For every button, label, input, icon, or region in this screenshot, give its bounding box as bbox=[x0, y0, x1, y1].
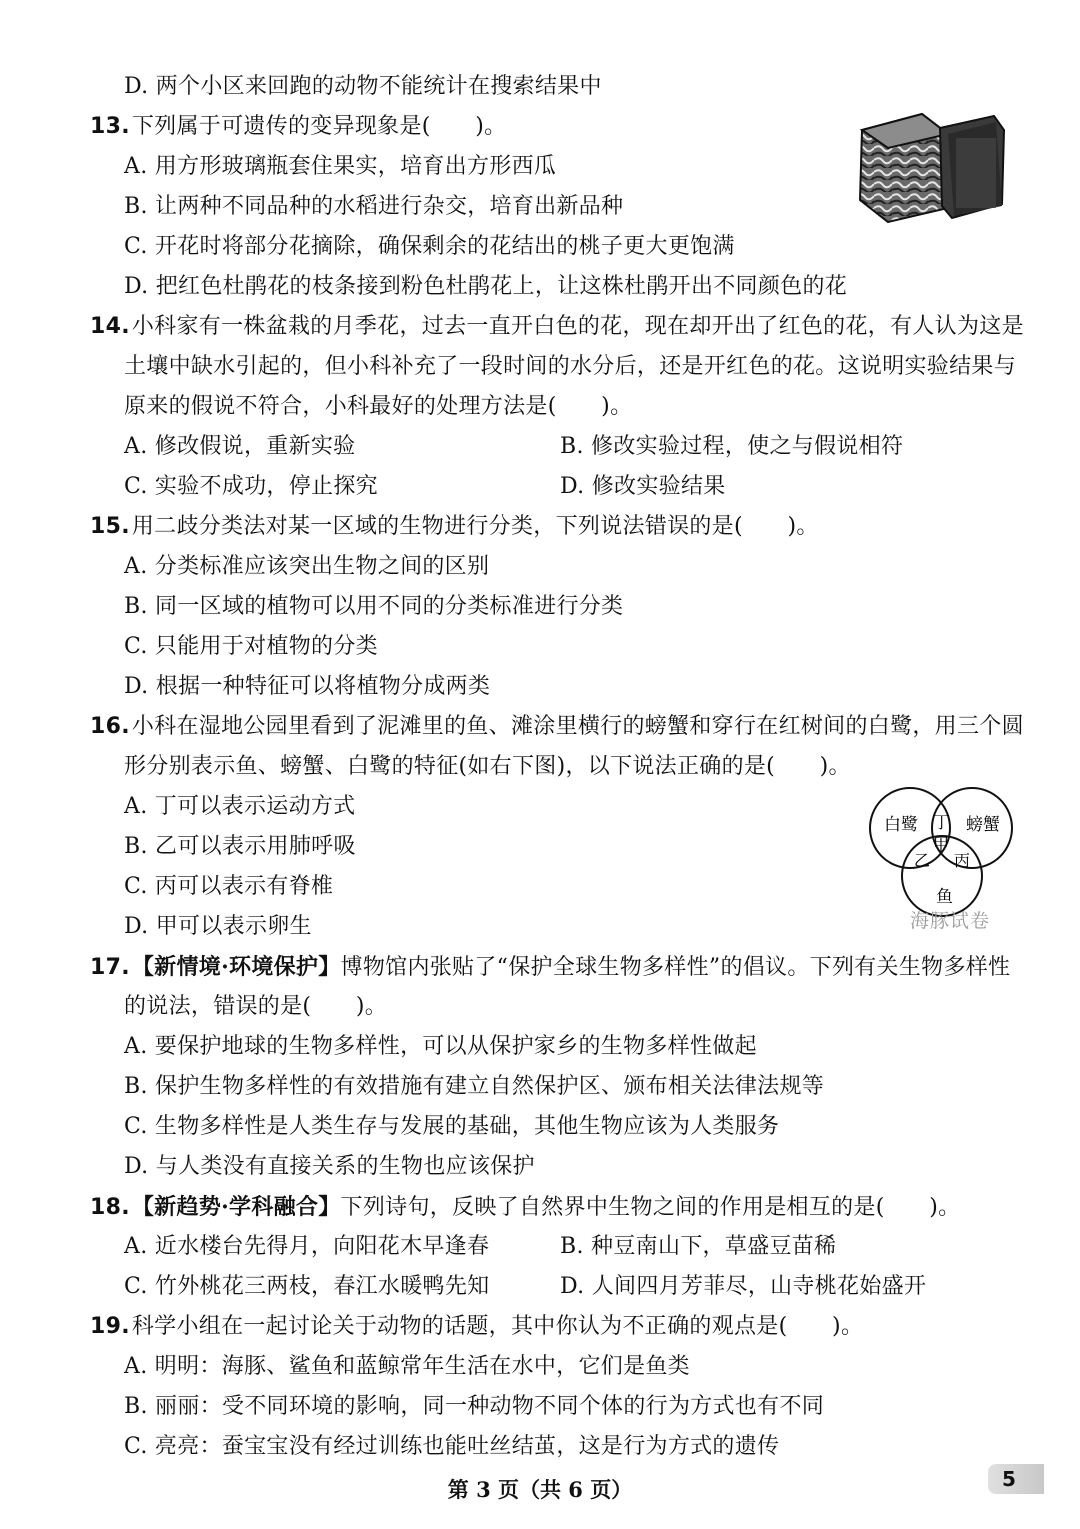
q15-option-b: B. 同一区域的植物可以用不同的分类标准进行分类 bbox=[124, 594, 624, 619]
venn-region-bing: 丙 bbox=[954, 851, 971, 870]
q17-option-a: A. 要保护地球的生物多样性，可以从保护家乡的生物多样性做起 bbox=[124, 1034, 757, 1059]
q18-tag: 【新趋势·学科融合】 bbox=[131, 1194, 341, 1220]
q19-option-c: C. 亮亮：蚕宝宝没有经过训练也能吐丝结茧，这是行为方式的遗传 bbox=[124, 1434, 780, 1459]
q17-stem-line2: 的说法，错误的是( )。 bbox=[124, 994, 388, 1019]
q16-stem-line2: 形分别表示鱼、螃蟹、白鹭的特征(如右下图)，以下说法正确的是( )。 bbox=[124, 754, 851, 779]
watermark-text: 海豚试卷 bbox=[910, 910, 991, 932]
q19-number: 19. bbox=[90, 1314, 130, 1339]
q18-option-c: C. 竹外桃花三两枝，春江水暖鸭先知 bbox=[124, 1274, 490, 1299]
q16-option-a: A. 丁可以表示运动方式 bbox=[124, 794, 356, 819]
q16-stem-text1: 小科在湿地公园里看到了泥滩里的鱼、滩涂里横行的螃蟹和穿行在红树间的白鹭，用三个圆 bbox=[131, 714, 1024, 739]
q14-stem-line3: 原来的假说不符合，小科最好的处理方法是( )。 bbox=[124, 394, 633, 419]
q14-stem-line1 bbox=[90, 312, 1024, 342]
q14-option-d: D. 修改实验结果 bbox=[560, 474, 726, 499]
venn-label-fish: 鱼 bbox=[936, 887, 953, 907]
q19-stem-text: 科学小组在一起讨论关于动物的话题，其中你认为不正确的观点是( )。 bbox=[131, 1314, 864, 1339]
venn-region-yi: 乙 bbox=[914, 851, 931, 870]
q18-option-b: B. 种豆南山下，草盛豆苗稀 bbox=[560, 1234, 837, 1259]
q13-stem bbox=[90, 112, 506, 142]
q17-number: 17. bbox=[90, 955, 130, 980]
q19-option-b: B. 丽丽：受不同环境的影响，同一种动物不同个体的行为方式也有不同 bbox=[124, 1394, 825, 1419]
venn-region-ding: 丁 bbox=[933, 813, 950, 833]
page-footer: 第 3 页（共 6 页） bbox=[447, 1477, 633, 1502]
q19-stem bbox=[90, 1312, 863, 1342]
q13-option-d: D. 把红色杜鹃花的枝条接到粉色杜鹃花上，让这株杜鹃开出不同颜色的花 bbox=[124, 274, 848, 299]
q12-option-d: D. 两个小区来回跑的动物不能统计在搜索结果中 bbox=[124, 74, 602, 99]
q15-option-c: C. 只能用于对植物的分类 bbox=[124, 634, 378, 659]
q19-option-a: A. 明明：海豚、鲨鱼和蓝鲸常年生活在水中，它们是鱼类 bbox=[124, 1354, 690, 1379]
q15-stem bbox=[90, 512, 819, 542]
q16-option-d: D. 甲可以表示卵生 bbox=[124, 914, 312, 939]
q13-stem-text: 下列属于可遗传的变异现象是( )。 bbox=[131, 114, 507, 139]
q17-option-d: D. 与人类没有直接关系的生物也应该保护 bbox=[124, 1154, 535, 1179]
q18-stem bbox=[90, 1192, 960, 1223]
q14-option-a: A. 修改假说，重新实验 bbox=[124, 434, 356, 459]
q17-stem-line1 bbox=[90, 952, 1010, 983]
q18-option-a: A. 近水楼台先得月，向阳花木早逢春 bbox=[124, 1234, 490, 1259]
page-tab-number: 5 bbox=[988, 1464, 1044, 1494]
q15-option-a: A. 分类标准应该突出生物之间的区别 bbox=[124, 554, 490, 579]
venn-label-egret: 白鹭 bbox=[884, 815, 918, 835]
q13-number: 13. bbox=[90, 114, 130, 139]
q14-option-b: B. 修改实验过程，使之与假说相符 bbox=[560, 434, 904, 459]
q17-option-b: B. 保护生物多样性的有效措施有建立自然保护区、颁布相关法律法规等 bbox=[124, 1074, 825, 1099]
q18-stem-text: 下列诗句，反映了自然界中生物之间的作用是相互的是( )。 bbox=[340, 1195, 961, 1220]
q16-number: 16. bbox=[90, 714, 130, 739]
q13-option-b: B. 让两种不同品种的水稻进行杂交，培育出新品种 bbox=[124, 194, 624, 219]
venn-diagram bbox=[862, 784, 1022, 922]
q14-stem-line2: 土壤中缺水引起的，但小科补充了一段时间的水分后，还是开红色的花。这说明实验结果与 bbox=[124, 354, 1017, 379]
q17-tag: 【新情境·环境保护】 bbox=[131, 954, 341, 980]
venn-region-jia: 甲 bbox=[933, 835, 950, 854]
q16-option-c: C. 丙可以表示有脊椎 bbox=[124, 874, 334, 899]
q15-stem-text: 用二歧分类法对某一区域的生物进行分类，下列说法错误的是( )。 bbox=[131, 514, 819, 539]
q18-number: 18. bbox=[90, 1195, 130, 1220]
q14-number: 14. bbox=[90, 314, 130, 339]
q13-option-a: A. 用方形玻璃瓶套住果实，培育出方形西瓜 bbox=[124, 154, 557, 179]
q16-stem-line1 bbox=[90, 712, 1024, 742]
q15-number: 15. bbox=[90, 514, 130, 539]
q17-stem-text1: 博物馆内张贴了“保护全球生物多样性”的倡议。下列有关生物多样性 bbox=[340, 955, 1011, 980]
q15-option-d: D. 根据一种特征可以将植物分成两类 bbox=[124, 674, 491, 699]
q14-option-c: C. 实验不成功，停止探究 bbox=[124, 474, 378, 499]
square-block-illustration bbox=[856, 108, 1008, 224]
q18-option-d: D. 人间四月芳菲尽，山寺桃花始盛开 bbox=[560, 1274, 927, 1299]
q13-option-c: C. 开花时将部分花摘除，确保剩余的花结出的桃子更大更饱满 bbox=[124, 234, 735, 259]
q16-option-b: B. 乙可以表示用肺呼吸 bbox=[124, 834, 356, 859]
q14-stem-text1: 小科家有一株盆栽的月季花，过去一直开白色的花，现在却开出了红色的花，有人认为这是 bbox=[131, 314, 1024, 339]
q17-option-c: C. 生物多样性是人类生存与发展的基础，其他生物应该为人类服务 bbox=[124, 1114, 780, 1139]
venn-label-crab: 螃蟹 bbox=[966, 815, 1000, 835]
